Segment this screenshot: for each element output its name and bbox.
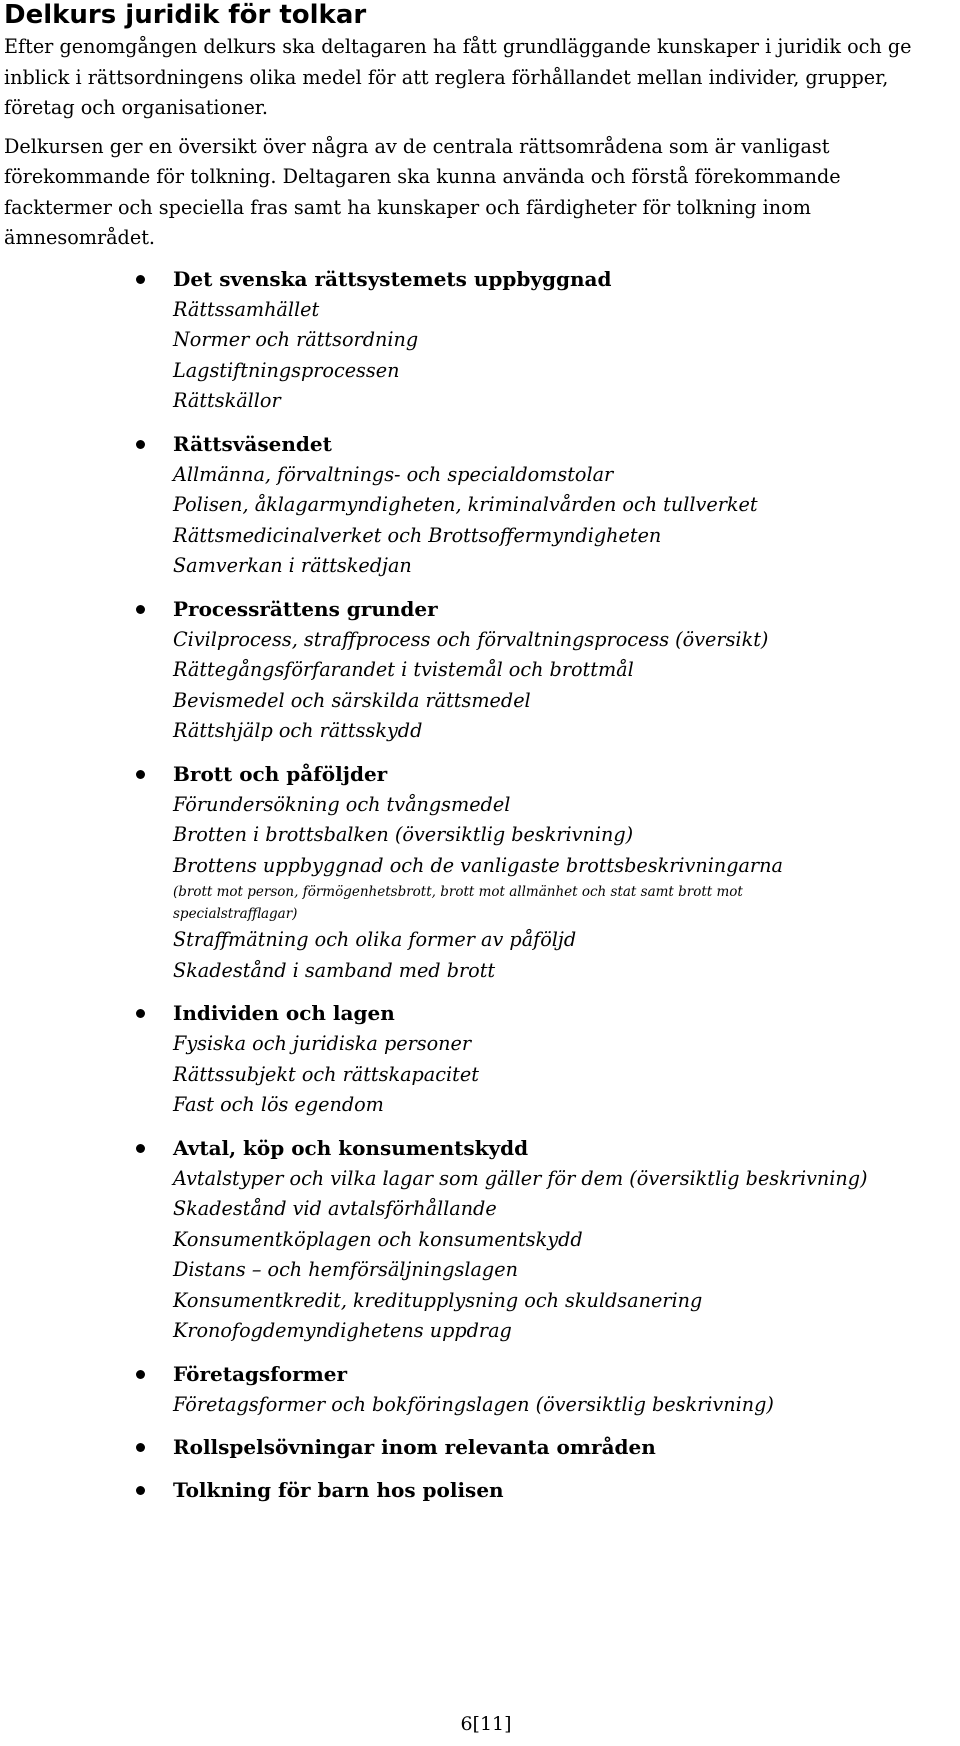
subtopic: Polisen, åklagarmyndigheten, kriminalvården och tullverket: [173, 493, 758, 516]
subtopic: Avtalstyper och vilka lagar som gäller för dem (översiktlig beskrivning): [173, 1166, 868, 1190]
topic-item: [4, 429, 950, 582]
topic-list: [4, 264, 950, 1507]
bullet-icon: [136, 1443, 145, 1452]
subtopic: Kronofogdemyndighetens uppdrag: [173, 1319, 512, 1342]
topic-item: [4, 759, 950, 987]
topic-item: [4, 998, 950, 1121]
topic-title: Individen och lagen: [173, 1001, 395, 1025]
subtopic: Rättshjälp och rättsskydd: [173, 719, 423, 742]
subtopic: Normer och rättsordning: [173, 328, 419, 351]
subtopic: Rättssamhället: [173, 297, 320, 321]
topic-title: Rollspelsövningar inom relevanta områden: [173, 1435, 656, 1459]
topic-title: Företagsformer: [173, 1361, 348, 1386]
subtopic: Rättssubjekt och rättskapacitet: [173, 1062, 479, 1086]
topic-title: Det svenska rättsystemets uppbyggnad: [173, 266, 612, 291]
subtopic: Straffmätning och olika former av påföljd: [173, 928, 577, 951]
subtopic: Bevismedel och särskilda rättsmedel: [173, 688, 531, 712]
subtopic: Samverkan i rättskedjan: [173, 554, 412, 577]
subtopic: Civilprocess, straffprocess och förvaltningsprocess (översikt): [173, 627, 769, 651]
bullet-icon: [136, 440, 145, 449]
topic-item: [4, 264, 950, 417]
subtopic: Allmänna, förvaltnings- och specialdomstolar: [173, 462, 614, 486]
subtopic: Rättsmedicinalverket och Brottsoffermyndigheten: [173, 523, 662, 547]
topic-title: Brott och påföljder: [173, 761, 388, 786]
subtopic: Fast och lös egendom: [173, 1093, 384, 1116]
bullet-icon: [136, 770, 145, 779]
topic-title: Avtal, köp och konsumentskydd: [173, 1135, 529, 1160]
page-number: 6[11]: [460, 1713, 512, 1735]
intro-paragraph-1: Efter genomgången delkurs ska deltagaren ha fått grundläggande kunskaper i juridik och ge inblick i rättsordningens olika medel för att reglera förhållandet mellan individer, grupper, företag och organisationer.: [4, 35, 912, 119]
topic-title: Tolkning för barn hos polisen: [173, 1478, 504, 1502]
subtopic: Lagstiftningsprocessen: [173, 358, 400, 382]
bullet-icon: [136, 1370, 145, 1379]
topic-item: [4, 1359, 950, 1421]
subtopic: Fysiska och juridiska personer: [173, 1032, 472, 1055]
subtopic: Konsumentkredit, kreditupplysning och skuldsanering: [173, 1288, 703, 1312]
subtopic: Skadestånd vid avtalsförhållande: [173, 1197, 497, 1220]
subtopic: Brotten i brottsbalken (översiktlig beskrivning): [173, 823, 634, 846]
bullet-icon: [136, 1144, 145, 1153]
subtopic: Företagsformer och bokföringslagen (översiktlig beskrivning): [173, 1392, 774, 1416]
topic-item: [4, 1133, 950, 1347]
subtopic: Rättskällor: [173, 389, 281, 412]
bullet-icon: [136, 605, 145, 614]
bullet-icon: [136, 275, 145, 284]
topic-title: Rättsväsendet: [173, 431, 332, 456]
subtopic: Konsumentköplagen och konsumentskydd: [173, 1227, 583, 1251]
subtopic: Rättegångsförfarandet i tvistemål och brottmål: [173, 658, 634, 681]
topic-item: [4, 594, 950, 747]
subtopic: Brottens uppbyggnad och de vanligaste brottsbeskrivningarna: [173, 853, 783, 877]
subtopic: Förundersökning och tvångsmedel: [173, 792, 511, 816]
topic-title: Processrättens grunder: [173, 596, 438, 621]
bullet-icon: [136, 1486, 145, 1495]
topic-item: [4, 1432, 950, 1463]
document-title: Delkurs juridik för tolkar: [4, 0, 367, 30]
subtopic: Distans – och hemförsäljningslagen: [173, 1258, 518, 1281]
topic-item: [4, 1475, 950, 1506]
bullet-icon: [136, 1009, 145, 1018]
subtopic-note: (brott mot person, förmögenhetsbrott, brott mot allmänhet och stat samt brott mot specialstrafflagar): [173, 884, 743, 922]
intro-paragraph-2: Delkursen ger en översikt över några av de centrala rättsområdena som är vanligast förekommande för tolkning. Deltagaren ska kunna använda och förstå förekommande facktermer och speciella fras samt ha kunskaper och färdigheter för tolkning inom ämnesområdet.: [4, 134, 841, 249]
subtopic: Skadestånd i samband med brott: [173, 958, 496, 982]
